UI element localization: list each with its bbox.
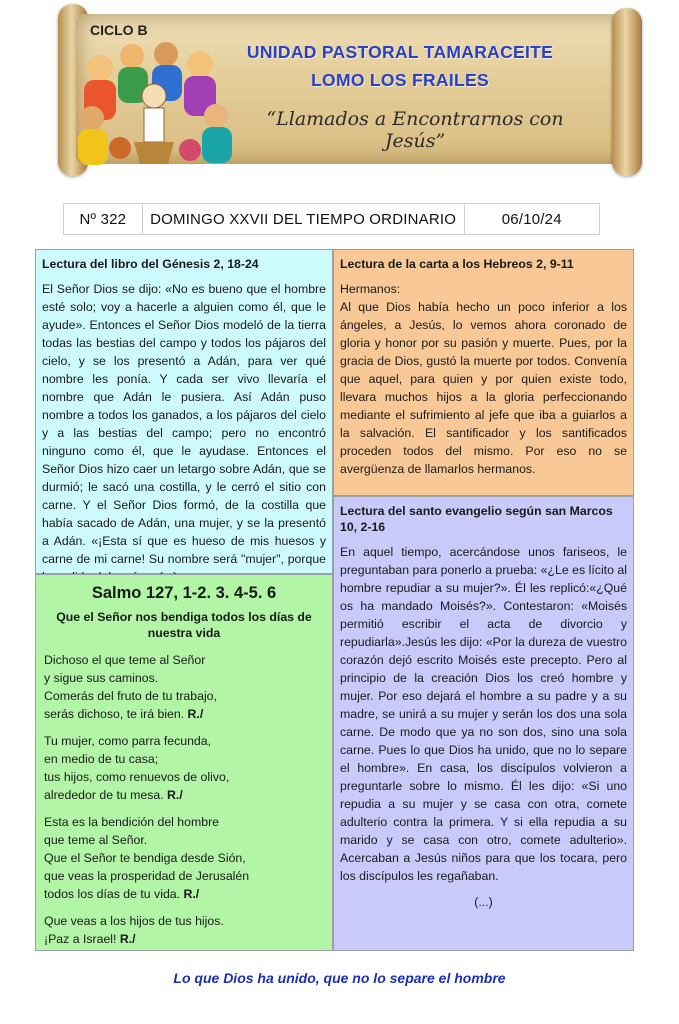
second-reading-text: Al que Dios había hecho un poco inferior a los ángeles, a Jesús, lo vemos ahora coronado de gloria y honor por su pasión y muerte. Pues, por la gracia de Dios, gustó la muerte por todos. Convenía que aquel, para quien y por quien existe todo, llevara muchos hijos a la gloria perfeccionando mediante el sufrimiento al jefe que iba a guiarlos a la salvación. El santificador y los santificados proceden todos del mismo. Por eso no se avergüenza de llamarlos hermanos.	[340, 300, 627, 476]
psalm-line-with-response	[44, 705, 326, 723]
psalm-line: serás dichoso, te irá bien.	[44, 707, 185, 721]
psalm-response-marker: R./	[167, 788, 183, 802]
psalm-title: Salmo 127, 1-2. 3. 4-5. 6	[91, 584, 277, 602]
bulletin-number: Nº 322	[64, 204, 143, 234]
parish-title-line2: LOMO LOS FRAILES	[311, 70, 489, 90]
psalm-line: Tu mujer, como parra fecunda,	[44, 734, 211, 748]
first-reading-heading: Lectura del libro del Génesis 2, 18-24	[42, 257, 259, 271]
bulletin-info-bar	[63, 203, 600, 235]
gospel-ellipsis: (...)	[474, 895, 493, 909]
psalm-line: tus hijos, como renuevos de olivo,	[44, 770, 230, 784]
psalm-line: ¡Paz a Israel!	[44, 932, 117, 946]
psalm-stanza	[44, 651, 326, 723]
psalm-line-with-response	[44, 930, 326, 948]
psalm-line: Esta es la bendición del hombre	[44, 815, 219, 829]
people-group-icon	[78, 42, 232, 165]
psalm-response: Que el Señor nos bendiga todos los días de nuestra vida	[56, 610, 312, 640]
gospel-box	[333, 496, 634, 951]
second-reading-box	[333, 249, 634, 496]
psalm-line: y sigue sus caminos.	[44, 671, 159, 685]
scroll-roll-right	[612, 8, 642, 176]
parish-motto: “Llamados a Encontrarnos con Jesús”	[266, 108, 564, 152]
second-reading-heading: Lectura de la carta a los Hebreos 2, 9-11	[340, 257, 574, 271]
psalm-line: Que el Señor te bendiga desde Sión,	[44, 851, 246, 865]
psalm-line: alrededor de tu mesa.	[44, 788, 164, 802]
psalm-response-marker: R./	[187, 707, 204, 721]
closing-quote: Lo que Dios ha unido, que no lo separe el hombre	[173, 970, 506, 986]
psalm-line: Comerás del fruto de tu trabajo,	[44, 689, 217, 703]
psalm-line: todos los días de tu vida.	[44, 887, 181, 901]
psalm-response-marker: R./	[183, 887, 200, 901]
psalm-line-with-response	[44, 885, 326, 903]
first-reading-text: El Señor Dios se dijo: «No es bueno que el hombre esté solo; voy a hacerle a alguien como él, que le ayude». Entonces el Señor Dios modeló de la tierra todas las bestias del campo y todos los pájaros del cielo, y se los presentó a Adán, para ver qué nombre les ponía. Y cada ser vivo llevaría el nombre que Adán le pusiera. Así Adán puso nombre a todos los ganados, a los pájaros del cielo y a las bestias del campo; pero no encontró ninguno como él, que le ayudase. Entonces el Señor Dios hizo caer un letargo sobre Adán, que se durmió; le sacó una costilla, y le cerró el sitio con carne. Y el Señor Dios formó, de la costilla que había sacado de Adán, una mujer, y se la presentó a Adán. «¡Esta sí que es hueso de mis huesos y carne de mi carne! Su nombre será "mujer", porque	[42, 282, 326, 566]
liturgical-sunday: DOMINGO XXVII DEL TIEMPO ORDINARIO	[143, 204, 465, 234]
psalm-line: en medio de tu casa;	[44, 752, 159, 766]
psalm-line: que veas la prosperidad de Jerusalén	[44, 869, 250, 883]
psalm-line: Que veas a los hijos de tus hijos.	[44, 914, 224, 928]
gospel-heading: Lectura del santo evangelio según san Marcos 10, 2-16	[340, 504, 613, 534]
psalm-line-with-response	[44, 786, 326, 804]
bulletin-date: 06/10/24	[501, 210, 562, 228]
psalm-stanza	[44, 813, 326, 903]
psalm-line: que teme al Señor.	[44, 833, 148, 847]
parish-title-line1: UNIDAD PASTORAL TAMARACEITE	[246, 42, 554, 62]
psalm-stanza	[44, 912, 326, 948]
second-reading-salutation: Hermanos:	[340, 282, 401, 296]
psalm-response-marker: R./	[119, 932, 136, 946]
liturgical-cycle-label: CICLO B	[90, 22, 148, 38]
gathered-people-illustration	[70, 38, 240, 170]
gospel-text: En aquel tiempo, acercándose unos fariseos, le preguntaban para ponerlo a prueba: «¿Le es lícito al hombre repudiar a su mujer?». Él les replicó:«¿Qué os ha mandado Moisés?». Contestaron: «Moisés permitió escribir el acta de divorcio y repudiarla».Jesús les dijo: «Por la dureza de vuestro corazón dejó escrito Moisés este precepto. Pero al principio de la creación Dios los creó hombre y mujer. Por eso dejará el hombre a su padre y a su madre, se unirá a su mujer y serán los dos una sola carne. De modo que ya no son dos, sino una sola carne. Pues lo que Dios ha unido, que no lo separe el hombre». En casa, los discípulos volvieron a preguntarle sobre lo mismo. Él les dijo: «Si uno repudia a su mujer y se casa con otra, comete adulterio contra la primera. Y si ella repudia a su marido y se casa con otro, comete adulterio». Acercaban a Jesús niños para que los tocara, pero los discípulos les regañaban.	[340, 545, 627, 883]
psalm-line: Dichoso el que teme al Señor	[44, 653, 206, 667]
psalm-box	[35, 574, 333, 951]
first-reading-box	[35, 249, 333, 574]
psalm-stanza	[44, 732, 326, 804]
